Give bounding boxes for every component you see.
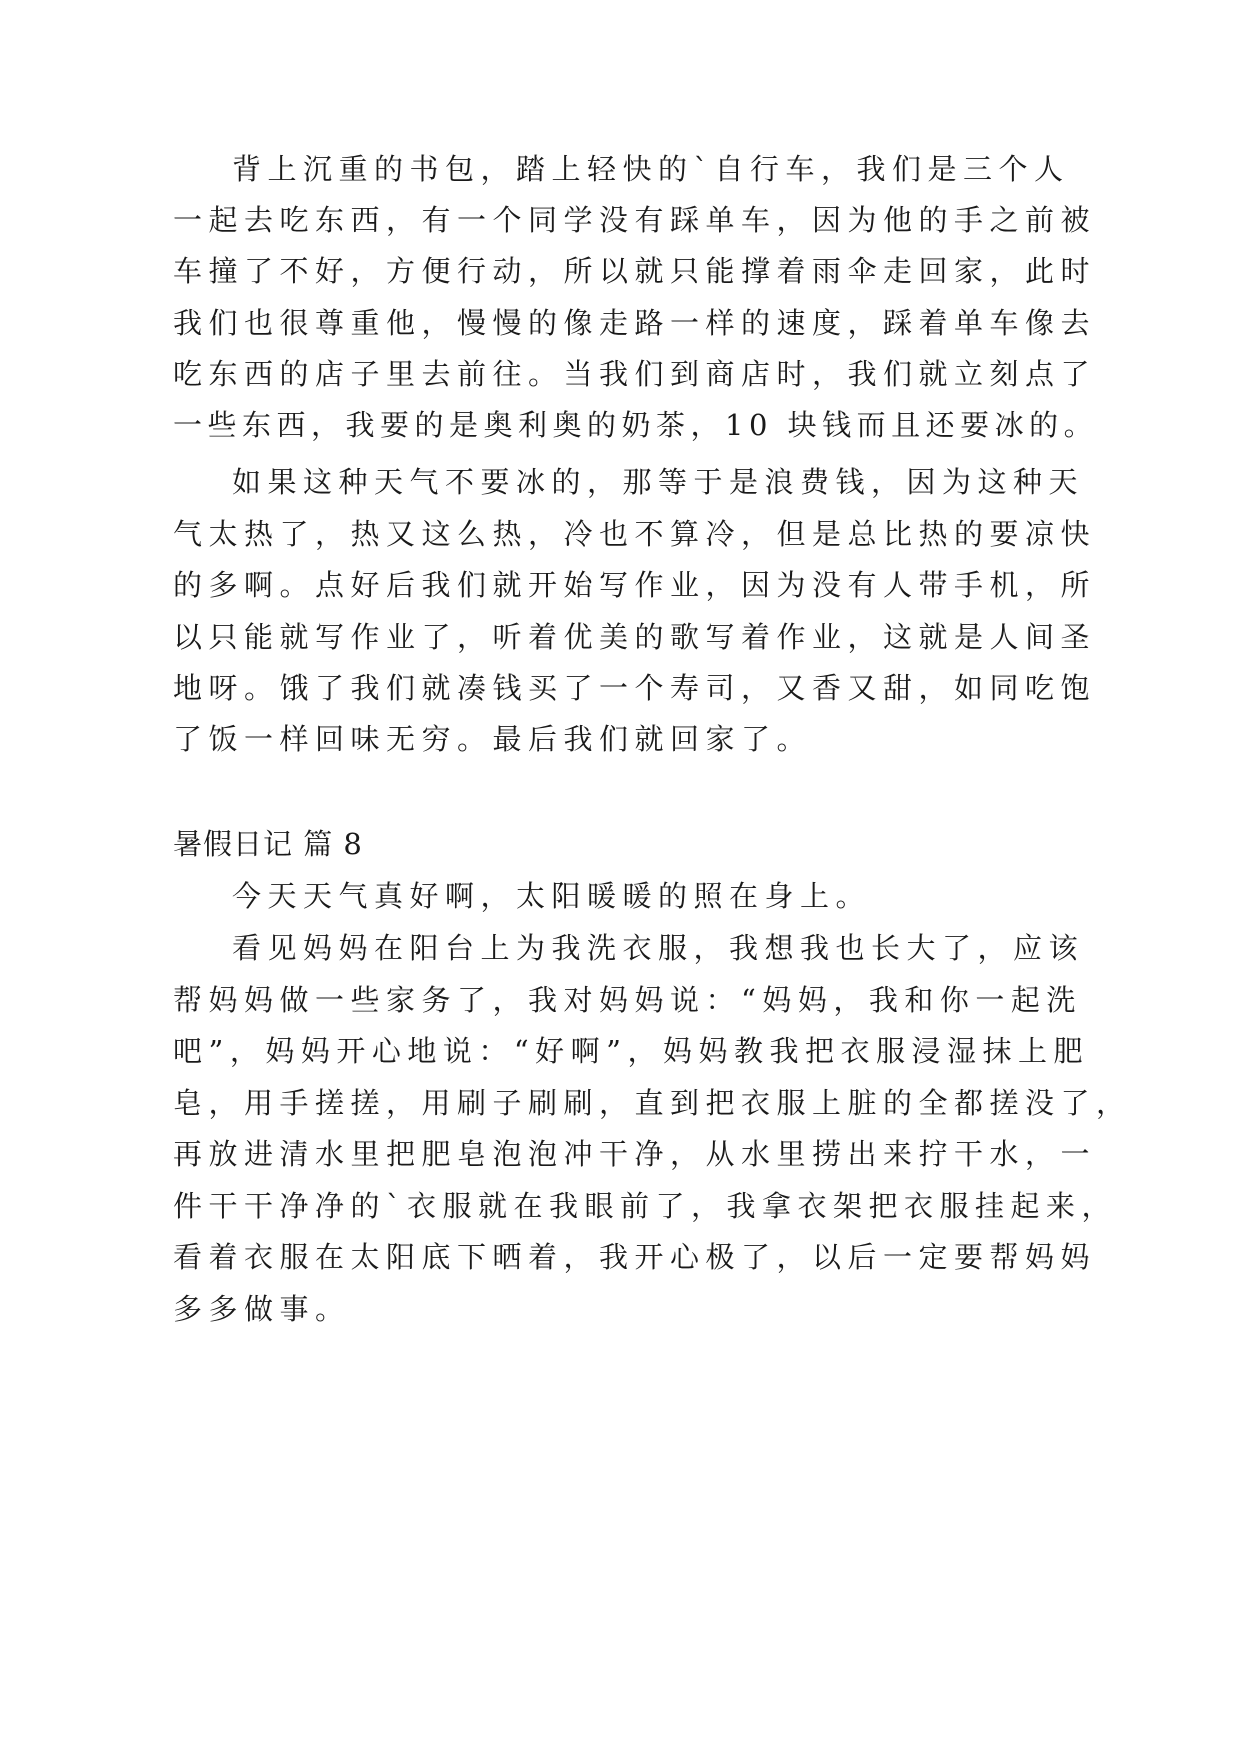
paragraph-line: 帮妈妈做一些家务了，我对妈妈说：“妈妈，我和你一起洗	[173, 983, 1082, 1017]
paragraph-line: 皂，用手搓搓，用刷子刷刷，直到把衣服上脏的全都搓没了，	[173, 1086, 1132, 1120]
paragraph-line: 车撞了不好，方便行动，所以就只能撑着雨伞走回家，此时	[173, 254, 1097, 288]
paragraph-line: 背上沉重的书包，踏上轻快的`自行车，我们是三个人	[232, 152, 1070, 186]
paragraph-line: 一起去吃东西，有一个同学没有踩单车，因为他的手之前被	[173, 203, 1097, 237]
paragraph-line: 再放进清水里把肥皂泡泡冲干净，从水里捞出来拧干水，一	[173, 1137, 1097, 1171]
paragraph-line: 气太热了，热又这么热，冷也不算冷，但是总比热的要凉快	[173, 517, 1097, 551]
paragraph-line: 以只能就写作业了，听着优美的歌写着作业，这就是人间圣	[173, 620, 1097, 654]
paragraph-line: 吧”，妈妈开心地说：“好啊”，妈妈教我把衣服浸湿抹上肥	[173, 1034, 1089, 1068]
paragraph-line: 看着衣服在太阳底下晒着，我开心极了，以后一定要帮妈妈	[173, 1240, 1097, 1274]
paragraph-line: 件干干净净的`衣服就在我眼前了，我拿衣架把衣服挂起来，	[173, 1189, 1118, 1223]
paragraph-line: 今天天气真好啊，太阳暖暖的照在身上。	[232, 879, 872, 913]
paragraph-line: 了饭一样回味无穷。最后我们就回家了。	[173, 722, 813, 756]
paragraph-line: 如果这种天气不要冰的，那等于是浪费钱，因为这种天	[232, 465, 1085, 499]
paragraph-line: 吃东西的店子里去前往。当我们到商店时，我们就立刻点了	[173, 357, 1097, 391]
paragraph-line: 多多做事。	[173, 1292, 351, 1326]
section-heading: 暑假日记 篇 8	[173, 827, 363, 861]
paragraph-line: 的多啊。点好后我们就开始写作业，因为没有人带手机，所	[173, 568, 1097, 602]
paragraph-line: 看见妈妈在阳台上为我洗衣服，我想我也长大了，应该	[232, 931, 1085, 965]
paragraph-line: 一些东西，我要的是奥利奥的奶茶，10 块钱而且还要冰的。	[173, 408, 1099, 442]
paragraph-line: 我们也很尊重他，慢慢的像走路一样的速度，踩着单车像去	[173, 306, 1097, 340]
paragraph-line: 地呀。饿了我们就凑钱买了一个寿司，又香又甜，如同吃饱	[173, 671, 1097, 705]
